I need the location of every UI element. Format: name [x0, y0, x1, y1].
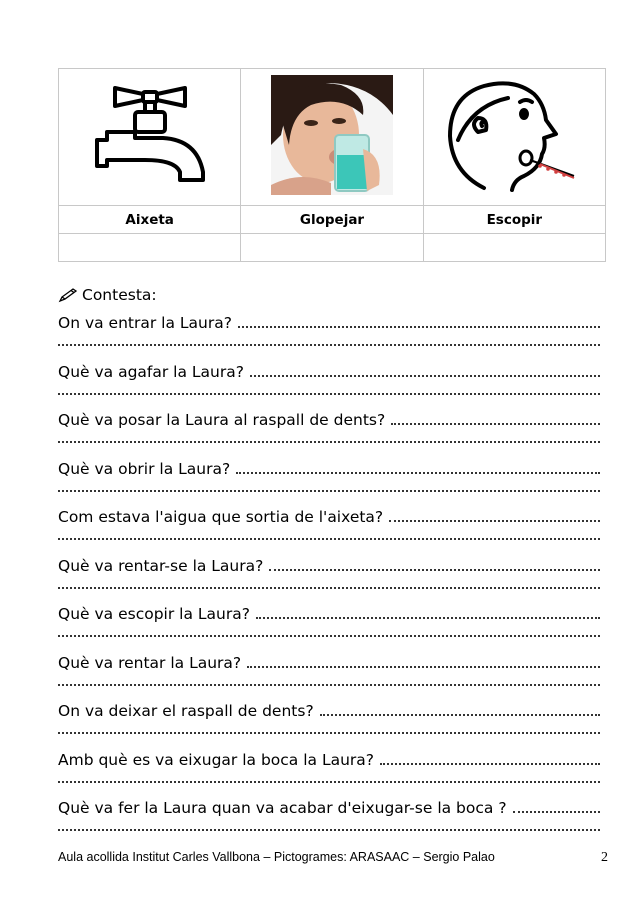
question-line	[58, 553, 600, 575]
question-line	[58, 601, 600, 623]
answer-line[interactable]	[58, 684, 600, 686]
answer-line[interactable]	[58, 538, 600, 540]
question-line	[58, 747, 600, 769]
page-number: 2	[601, 850, 608, 865]
pictogram-cell-gargle	[241, 69, 423, 206]
pictogram-cell-tap	[59, 69, 241, 206]
question-text: Què va escopir la Laura?	[58, 605, 250, 623]
answer-line[interactable]	[58, 829, 600, 831]
empty-cell	[423, 234, 605, 262]
tap-icon	[85, 80, 215, 190]
answer-line[interactable]	[58, 441, 600, 443]
question-line	[58, 650, 600, 672]
answer-blank[interactable]	[380, 763, 600, 765]
question-text: Què va rentar-se la Laura?	[58, 556, 264, 575]
question-text: Què va fer la Laura quan va acabar d'eixugar-se la boca ?	[58, 799, 507, 817]
answer-blank[interactable]	[269, 569, 600, 571]
answer-blank[interactable]	[250, 375, 600, 377]
answer-blank[interactable]	[513, 811, 600, 813]
question-line	[58, 456, 600, 478]
answer-line[interactable]	[58, 587, 600, 589]
footer-credit: Aula acollida Institut Carles Vallbona – Pictogrames: ARASAAC – Sergio Palao	[58, 850, 495, 864]
gargle-photo	[271, 75, 393, 195]
empty-cell	[59, 234, 241, 262]
answer-blank[interactable]	[256, 617, 600, 619]
spit-icon	[444, 76, 584, 194]
pencil-icon	[58, 287, 78, 303]
answer-line[interactable]	[58, 490, 600, 492]
answer-line[interactable]	[58, 732, 600, 734]
answer-line[interactable]	[58, 781, 600, 783]
answer-line[interactable]	[58, 635, 600, 637]
question-line	[58, 504, 600, 526]
question-line	[58, 795, 600, 817]
question-text: Amb què es va eixugar la boca la Laura?	[58, 750, 374, 769]
question-text: Com estava l'aigua que sortia de l'aixeta?	[58, 508, 384, 526]
question-line	[58, 359, 600, 381]
answer-line[interactable]	[58, 344, 600, 346]
answer-line[interactable]	[58, 393, 600, 395]
pictogram-cell-spit	[423, 69, 605, 206]
question-text: On va deixar el raspall de dents?	[58, 702, 314, 720]
answer-blank[interactable]	[320, 714, 600, 716]
question-line	[58, 310, 600, 332]
empty-cell	[241, 234, 423, 262]
footer	[58, 850, 608, 866]
pictogram-label: Glopejar	[241, 206, 423, 234]
answer-blank[interactable]	[238, 326, 600, 328]
pictogram-label: Escopir	[423, 206, 605, 234]
pictogram-table	[58, 68, 606, 262]
question-text: Què va agafar la Laura?	[58, 362, 244, 381]
question-line	[58, 407, 600, 429]
question-text: Què va posar la Laura al raspall de dents?	[58, 411, 386, 429]
question-text: Què va rentar la Laura?	[58, 653, 242, 672]
question-text: On va entrar la Laura?	[58, 314, 232, 332]
answer-blank[interactable]	[391, 423, 600, 425]
pictogram-label: Aixeta	[59, 206, 241, 234]
answer-blank[interactable]	[236, 472, 600, 474]
question-line	[58, 698, 600, 720]
section-heading: Contesta:	[58, 286, 157, 304]
answer-blank[interactable]	[247, 666, 600, 668]
question-text: Què va obrir la Laura?	[58, 459, 231, 478]
answer-blank[interactable]	[389, 520, 600, 522]
